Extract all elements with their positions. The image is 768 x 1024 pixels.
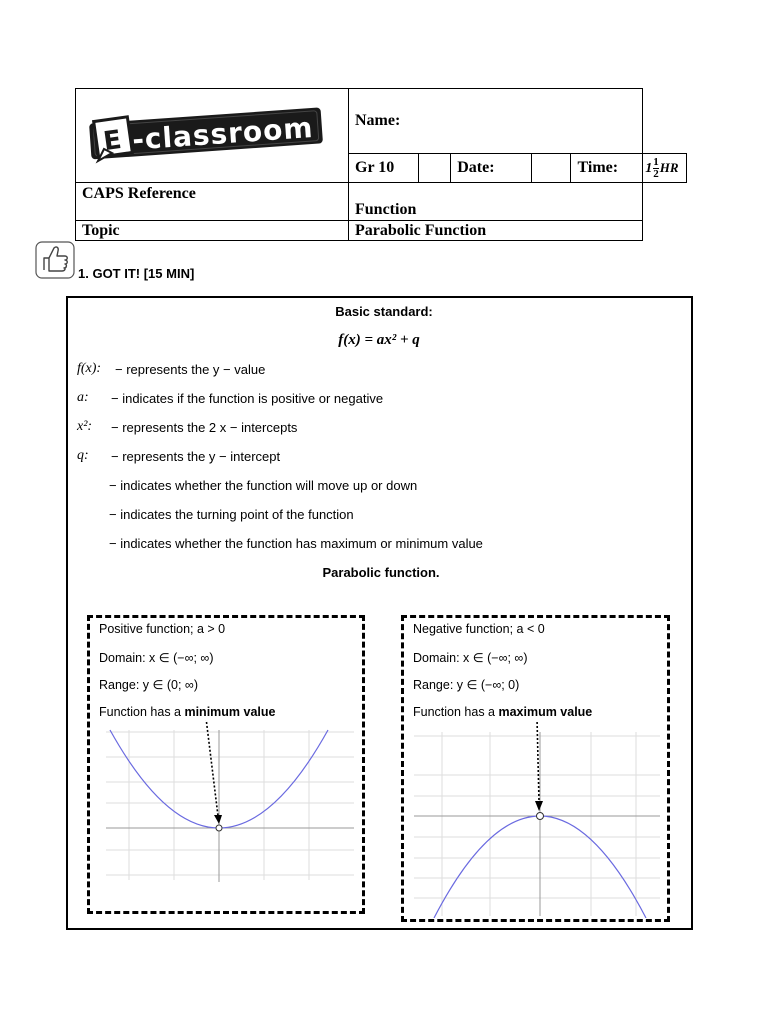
svg-text:E: E: [101, 125, 124, 158]
def-text-q-turning: − indicates the turning point of the function: [109, 507, 354, 522]
def-symbol-fx: f(x):: [77, 361, 102, 376]
negative-range: Range: y ∈ (−∞; 0): [413, 678, 520, 692]
topic-label: Topic: [76, 221, 349, 241]
basic-standard-heading: Basic standard:: [335, 304, 433, 319]
positive-range: Range: y ∈ (0; ∞): [99, 678, 198, 692]
def-text-q: − represents the y − intercept: [111, 449, 281, 464]
grade-cell: Gr 10: [349, 154, 419, 183]
time-value: [643, 154, 687, 183]
date-value-cell[interactable]: [532, 154, 571, 183]
name-label: Name:: [355, 112, 401, 130]
eclassroom-logo: [76, 89, 348, 177]
positive-parabola-graph: [98, 720, 356, 885]
def-symbol-q: q:: [77, 448, 89, 463]
time-unit: HR: [659, 159, 679, 175]
negative-maximum-text: [413, 705, 592, 719]
thumbs-up-icon: [34, 240, 76, 280]
positive-line1: Positive function; a > 0: [99, 622, 226, 636]
basic-formula: f(x) = ax² + q: [338, 332, 420, 348]
def-text-q-move: − indicates whether the function will move up or down: [109, 478, 418, 493]
positive-minimum-prefix: Function has a: [99, 705, 185, 719]
negative-maximum-bold: maximum value: [498, 705, 593, 719]
def-text-fx: − represents the y − value: [115, 362, 266, 377]
section-title: 1. GOT IT! [15 MIN]: [78, 266, 195, 281]
negative-maximum-prefix: Function has a: [413, 705, 499, 719]
caps-value: Function: [349, 183, 643, 221]
logo-cell: [76, 89, 349, 183]
negative-parabola-graph: [410, 720, 662, 918]
svg-text:-classroom: -classroom: [131, 110, 315, 157]
positive-minimum-bold: minimum value: [184, 705, 276, 719]
positive-minimum-text: [99, 705, 275, 719]
grade-blank-cell[interactable]: [419, 154, 451, 183]
date-label: Date:: [451, 154, 532, 183]
def-text-x2: − represents the 2 x − intercepts: [111, 420, 298, 435]
parabolic-heading: Parabolic function.: [322, 565, 440, 580]
negative-domain: Domain: x ∈ (−∞; ∞): [413, 651, 528, 665]
topic-value: Parabolic Function: [349, 221, 643, 241]
caps-label: CAPS Reference: [76, 183, 349, 221]
def-text-a: − indicates if the function is positive or negative: [111, 391, 384, 406]
time-whole: 1: [645, 160, 653, 176]
header-table: [75, 88, 687, 241]
def-text-q-maxmin: − indicates whether the function has maximum or minimum value: [109, 536, 483, 551]
positive-domain: Domain: x ∈ (−∞; ∞): [99, 651, 214, 665]
name-cell[interactable]: [349, 89, 643, 154]
def-symbol-x2: x²:: [77, 419, 93, 434]
time-denominator: 2: [653, 167, 659, 180]
time-label: Time:: [571, 154, 643, 183]
def-symbol-a: a:: [77, 390, 89, 405]
negative-line1: Negative function; a < 0: [413, 622, 545, 636]
time-numerator: 1: [653, 155, 659, 168]
